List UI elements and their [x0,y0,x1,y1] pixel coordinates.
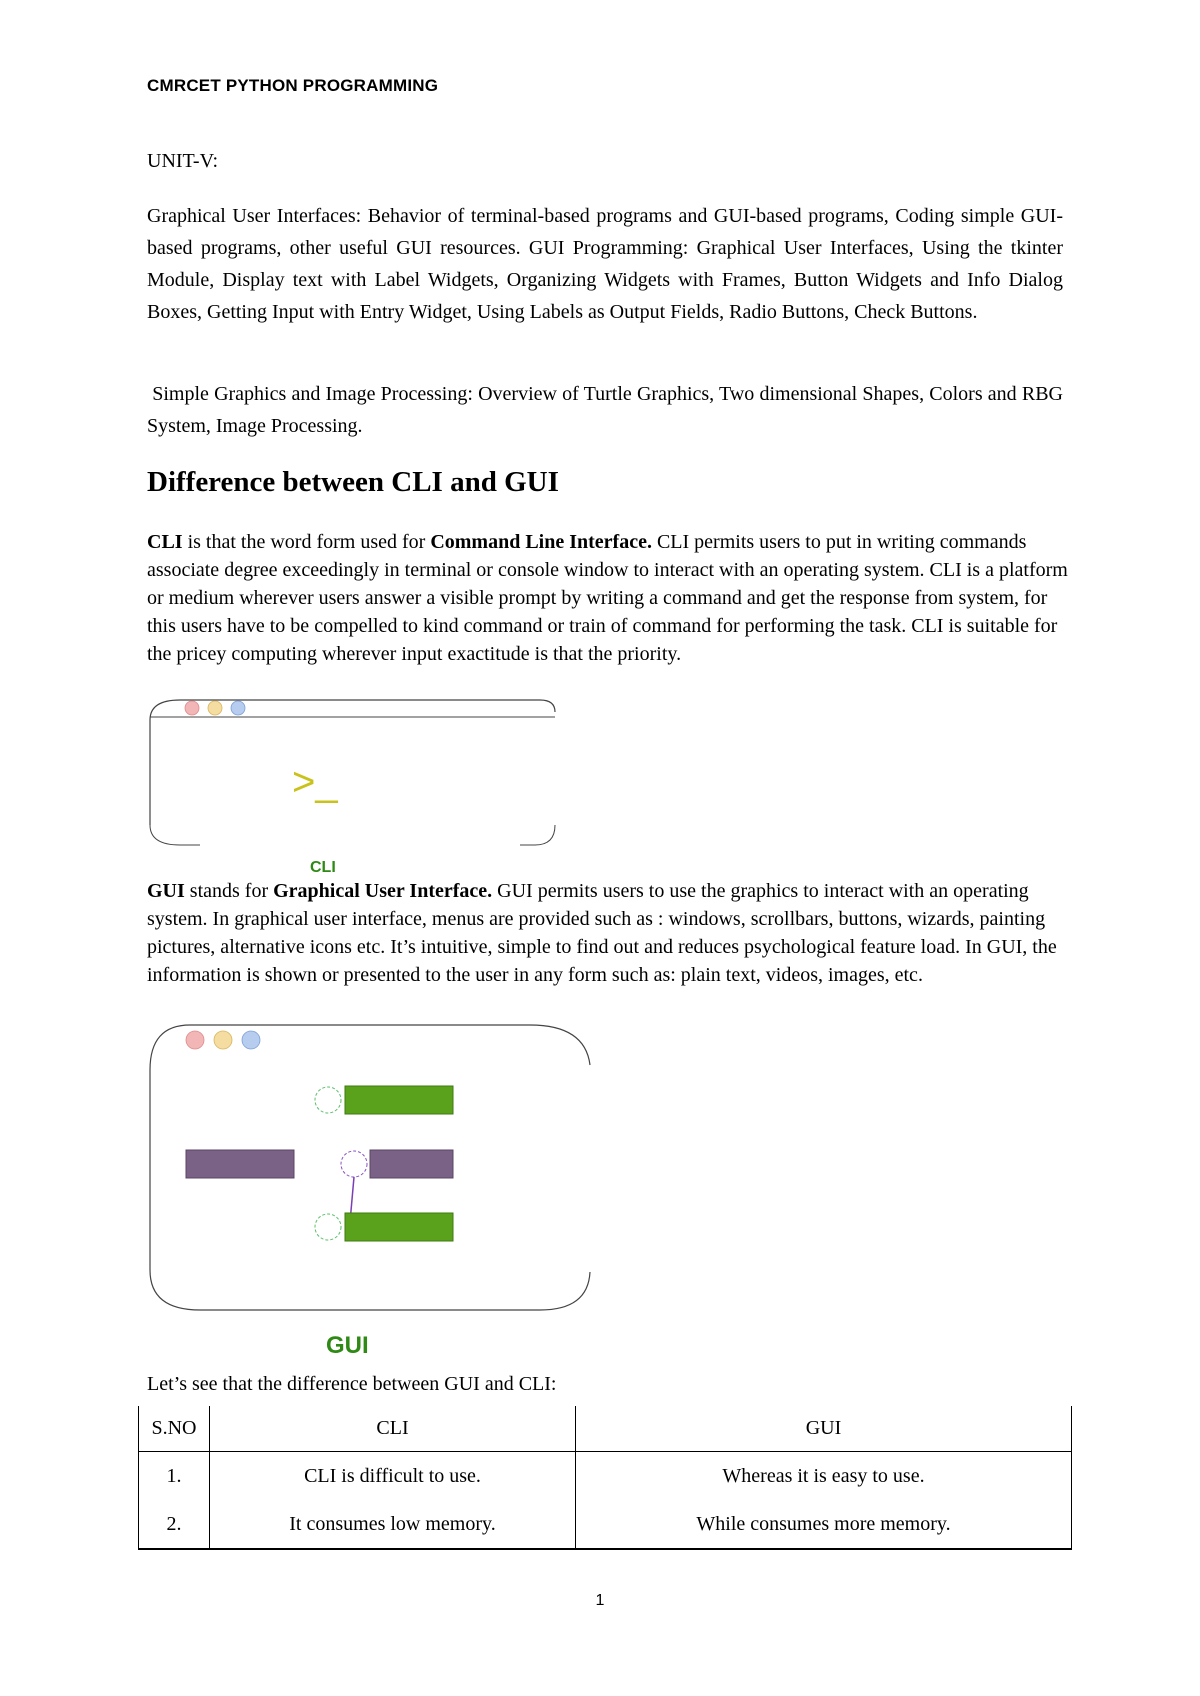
gui-radio-middle [341,1151,367,1177]
unit-title: UNIT-V: [147,150,219,172]
gui-window-bottom-border [150,1270,590,1310]
gui-purple-bar-left [186,1150,294,1178]
gui-green-bar-bottom [345,1213,453,1241]
gui-green-bar-top [345,1086,453,1114]
gui-dot-yellow [214,1031,232,1049]
cli-full-name: Command Line Interface. [430,531,652,553]
table-header-gui: GUI [576,1406,1072,1452]
syllabus-paragraph-1: Graphical User Interfaces: Behavior of terminal-based programs and GUI-based programs, Coding simple GUI-based programs, other useful GUI resources. GUI Programming: Graphical User Interfaces, Using the tkinter Module, Display text with Label Widgets, Organizing Widgets with Frames, Button Widgets and Info Dialog Boxes, Getting Input with Entry Widget, Using Labels as Output Fields, Radio Buttons, Check Buttons. [147,205,1063,323]
gui-dot-blue [242,1031,260,1049]
cli-window-bottom-left [150,825,200,845]
gui-term: GUI [147,880,185,902]
table-cell: Whereas it is easy to use. [576,1452,1072,1501]
page-header: CMRCET PYTHON PROGRAMMING [147,76,439,95]
table-cell: 2. [139,1500,210,1549]
cli-window-bottom-right [520,825,555,845]
gui-paragraph [147,877,1077,989]
table-row [139,1452,1072,1501]
gui-radio-bottom [315,1214,341,1240]
cli-text-1: is that the word form used for [182,531,431,553]
table-header-row [139,1406,1072,1452]
cli-paragraph [147,528,1077,668]
gui-text-2: GUI permits users to use the graphics to interact with an operating system. In graphical user interface, menus are provided such as : windows, scrollbars, buttons, wizards, painting pictures, alternative icons etc. It’s intuitive, simple to find out and reduces psychological feature load. In GUI, the information is shown or presented to the user in any form such as: plain text, videos, images, etc. [147,880,1057,986]
table-cell: CLI is difficult to use. [210,1452,576,1501]
table-cell: It consumes low memory. [210,1500,576,1549]
table-cell: While consumes more memory. [576,1500,1072,1549]
syllabus-paragraph-2-text: Simple Graphics and Image Processing: Overview of Turtle Graphics, Two dimensional Shapes, Colors and RBG System, Image Processing. [147,383,1064,437]
comparison-table [138,1406,1072,1550]
gui-purple-bar-right [370,1150,453,1178]
cli-prompt-symbol: >_ [292,760,338,804]
table-header-cli: CLI [210,1406,576,1452]
gui-window-illustration [140,1010,600,1360]
cli-term: CLI [147,531,183,553]
table-row [139,1500,1072,1549]
gui-text-1: stands for [184,880,274,902]
section-heading: Difference between CLI and GUI [147,466,559,498]
gui-radio-top [315,1087,341,1113]
syllabus-paragraph-2 [147,378,1063,442]
gui-dot-red [186,1031,204,1049]
table-cell: 1. [139,1452,210,1501]
gui-caption: GUI [326,1332,369,1359]
cli-dot-red [185,701,199,715]
table-header-sno: S.NO [139,1406,210,1452]
cli-terminal-illustration [140,690,580,875]
cli-dot-blue [231,701,245,715]
page-number: 1 [595,1592,605,1609]
table-intro: Let’s see that the difference between GUI and CLI: [147,1373,557,1395]
gui-window-top-border [150,1025,590,1070]
cli-caption: CLI [310,859,336,875]
cli-dot-yellow [208,701,222,715]
gui-full-name: Graphical User Interface. [273,880,493,902]
cli-text-2: CLI permits users to put in writing commands associate degree exceedingly in terminal or console window to interact with an operating system. CLI is a platform or medium wherever users answer a visible prompt by writing a command and get the response from system, for this users have to be compelled to kind command or train of command for performing the task. CLI is suitable for the pricey computing wherever input exactitude is that the priority. [147,531,1068,665]
